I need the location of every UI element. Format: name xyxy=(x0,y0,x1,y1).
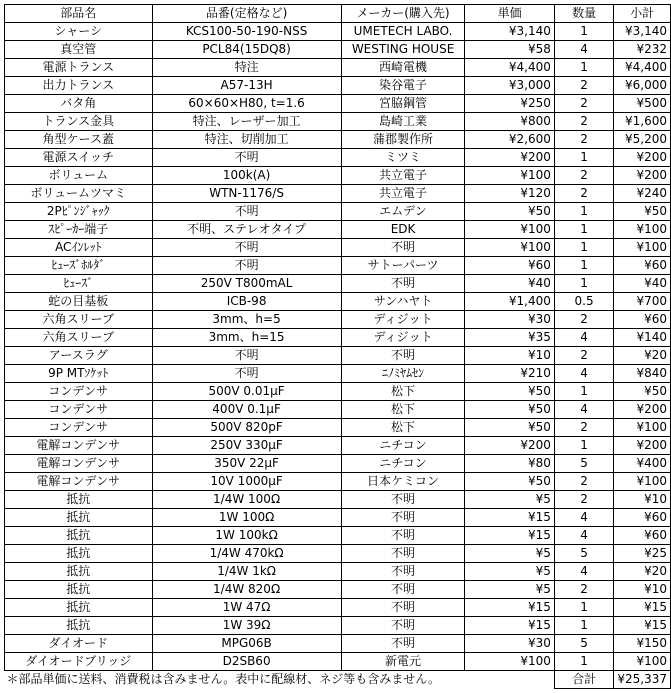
table-row xyxy=(5,77,671,95)
table-row xyxy=(5,329,671,347)
cell-maker: 不明 xyxy=(341,239,465,257)
cell-maker: 不明 xyxy=(341,527,465,545)
cell-subtotal: ¥840 xyxy=(614,365,671,383)
cell-maker: ディジット xyxy=(341,311,465,329)
cell-part-name: 抵抗 xyxy=(5,617,153,635)
cell-part-name: 六角スリーブ xyxy=(5,311,153,329)
cell-part-number: 250V 330μF xyxy=(152,437,341,455)
cell-part-name: 抵抗 xyxy=(5,563,153,581)
cell-subtotal: ¥60 xyxy=(614,509,671,527)
total-value: ¥25,337 xyxy=(614,671,671,689)
cell-part-number: KCS100-50-190-NSS xyxy=(152,23,341,41)
table-row xyxy=(5,239,671,257)
cell-part-number: 3mm、h=15 xyxy=(152,329,341,347)
total-label: 合計 xyxy=(554,671,613,689)
table-row xyxy=(5,185,671,203)
table-row xyxy=(5,401,671,419)
cell-part-name: コンデンサ xyxy=(5,383,153,401)
cell-unit-price: ¥100 xyxy=(465,167,554,185)
footnote: ＊部品単価に送料、消費税は含みません。表中に配線材、ネジ等も含みません。 xyxy=(6,672,440,687)
cell-quantity: 1 xyxy=(554,257,613,275)
cell-maker: 松下 xyxy=(341,419,465,437)
cell-maker: サトーパーツ xyxy=(341,257,465,275)
table-row xyxy=(5,455,671,473)
cell-quantity: 0.5 xyxy=(554,293,613,311)
cell-part-name: 電解コンデンサ xyxy=(5,437,153,455)
cell-maker: 不明 xyxy=(341,491,465,509)
cell-unit-price: ¥58 xyxy=(465,41,554,59)
cell-subtotal: ¥140 xyxy=(614,329,671,347)
table-row xyxy=(5,509,671,527)
cell-part-number: 不明 xyxy=(152,149,341,167)
cell-part-number: ICB-98 xyxy=(152,293,341,311)
cell-unit-price: ¥15 xyxy=(465,599,554,617)
cell-part-name: ﾋｭｰｽﾞﾎﾙﾀﾞ xyxy=(5,257,153,275)
cell-part-number: 1W 100Ω xyxy=(152,509,341,527)
cell-unit-price: ¥30 xyxy=(465,635,554,653)
cell-subtotal: ¥20 xyxy=(614,563,671,581)
cell-part-name: 2Pﾋﾟﾝｼﾞｬｯｸ xyxy=(5,203,153,221)
cell-part-name: シャーシ xyxy=(5,23,153,41)
cell-subtotal: ¥60 xyxy=(614,527,671,545)
cell-maker: 不明 xyxy=(341,617,465,635)
cell-quantity: 2 xyxy=(554,491,613,509)
cell-part-name: 電源トランス xyxy=(5,59,153,77)
cell-quantity: 1 xyxy=(554,203,613,221)
cell-unit-price: ¥50 xyxy=(465,401,554,419)
cell-subtotal: ¥100 xyxy=(614,239,671,257)
cell-part-number: 不明 xyxy=(152,203,341,221)
cell-quantity: 4 xyxy=(554,563,613,581)
cell-maker: WESTING HOUSE xyxy=(341,41,465,59)
cell-quantity: 1 xyxy=(554,59,613,77)
cell-unit-price: ¥50 xyxy=(465,419,554,437)
cell-unit-price: ¥35 xyxy=(465,329,554,347)
table-row xyxy=(5,167,671,185)
header-unit-price: 単価 xyxy=(465,5,554,23)
cell-quantity: 1 xyxy=(554,275,613,293)
cell-part-number: 不明 xyxy=(152,347,341,365)
cell-quantity: 2 xyxy=(554,581,613,599)
cell-part-name: 抵抗 xyxy=(5,491,153,509)
cell-maker: エムデン xyxy=(341,203,465,221)
cell-part-number: 1W 39Ω xyxy=(152,617,341,635)
cell-unit-price: ¥80 xyxy=(465,455,554,473)
cell-maker: 共立電子 xyxy=(341,167,465,185)
cell-part-number: 1/4W 1kΩ xyxy=(152,563,341,581)
cell-part-name: 角型ケース蓋 xyxy=(5,131,153,149)
header-subtotal: 小計 xyxy=(614,5,671,23)
cell-subtotal: ¥100 xyxy=(614,419,671,437)
cell-subtotal: ¥10 xyxy=(614,491,671,509)
cell-unit-price: ¥100 xyxy=(465,653,554,671)
cell-maker: 西崎電機 xyxy=(341,59,465,77)
cell-subtotal: ¥700 xyxy=(614,293,671,311)
cell-quantity: 1 xyxy=(554,239,613,257)
cell-quantity: 2 xyxy=(554,347,613,365)
cell-quantity: 1 xyxy=(554,23,613,41)
cell-part-name: ダイオード xyxy=(5,635,153,653)
cell-part-name: 抵抗 xyxy=(5,509,153,527)
cell-maker: UMETECH LABO. xyxy=(341,23,465,41)
cell-maker: 不明 xyxy=(341,581,465,599)
cell-subtotal: ¥150 xyxy=(614,635,671,653)
cell-unit-price: ¥5 xyxy=(465,545,554,563)
cell-maker: サンハヤト xyxy=(341,293,465,311)
cell-maker: 不明 xyxy=(341,545,465,563)
cell-quantity: 2 xyxy=(554,473,613,491)
cell-part-name: 出力トランス xyxy=(5,77,153,95)
cell-part-number: 不明 xyxy=(152,365,341,383)
cell-maker: ニチコン xyxy=(341,437,465,455)
cell-quantity: 1 xyxy=(554,599,613,617)
cell-quantity: 1 xyxy=(554,221,613,239)
cell-part-name: ボリュームツマミ xyxy=(5,185,153,203)
cell-part-number: 500V 0.01μF xyxy=(152,383,341,401)
table-row xyxy=(5,545,671,563)
cell-part-number: 1W 47Ω xyxy=(152,599,341,617)
cell-subtotal: ¥4,400 xyxy=(614,59,671,77)
table-row xyxy=(5,95,671,113)
cell-part-number: 350V 22μF xyxy=(152,455,341,473)
cell-part-number: 400V 0.1μF xyxy=(152,401,341,419)
cell-part-name: 抵抗 xyxy=(5,581,153,599)
cell-part-number: 500V 820pF xyxy=(152,419,341,437)
cell-unit-price: ¥210 xyxy=(465,365,554,383)
cell-quantity: 4 xyxy=(554,401,613,419)
cell-maker: EDK xyxy=(341,221,465,239)
table-row xyxy=(5,257,671,275)
cell-unit-price: ¥5 xyxy=(465,563,554,581)
cell-part-name: 電解コンデンサ xyxy=(5,455,153,473)
cell-unit-price: ¥4,400 xyxy=(465,59,554,77)
cell-quantity: 2 xyxy=(554,113,613,131)
cell-part-name: コンデンサ xyxy=(5,419,153,437)
cell-maker: 不明 xyxy=(341,509,465,527)
cell-part-number: 不明、ステレオタイプ xyxy=(152,221,341,239)
cell-quantity: 4 xyxy=(554,509,613,527)
cell-subtotal: ¥232 xyxy=(614,41,671,59)
cell-part-name: バタ角 xyxy=(5,95,153,113)
cell-part-name: 抵抗 xyxy=(5,599,153,617)
cell-maker: 日本ケミコン xyxy=(341,473,465,491)
cell-subtotal: ¥40 xyxy=(614,275,671,293)
cell-unit-price: ¥120 xyxy=(465,185,554,203)
cell-quantity: 4 xyxy=(554,41,613,59)
table-row xyxy=(5,203,671,221)
cell-unit-price: ¥200 xyxy=(465,149,554,167)
cell-part-number: MPG06B xyxy=(152,635,341,653)
cell-subtotal: ¥200 xyxy=(614,167,671,185)
cell-maker: 不明 xyxy=(341,563,465,581)
cell-part-number: 不明 xyxy=(152,239,341,257)
cell-quantity: 4 xyxy=(554,365,613,383)
table-row xyxy=(5,653,671,671)
table-row xyxy=(5,473,671,491)
cell-subtotal: ¥10 xyxy=(614,581,671,599)
table-row xyxy=(5,365,671,383)
cell-quantity: 2 xyxy=(554,185,613,203)
table-row xyxy=(5,491,671,509)
cell-part-number: 特注 xyxy=(152,59,341,77)
cell-quantity: 2 xyxy=(554,95,613,113)
cell-part-name: 六角スリーブ xyxy=(5,329,153,347)
cell-part-number: 特注、切削加工 xyxy=(152,131,341,149)
cell-quantity: 4 xyxy=(554,329,613,347)
cell-quantity: 1 xyxy=(554,653,613,671)
cell-unit-price: ¥100 xyxy=(465,239,554,257)
cell-subtotal: ¥15 xyxy=(614,617,671,635)
table-row xyxy=(5,581,671,599)
cell-subtotal: ¥5,200 xyxy=(614,131,671,149)
cell-part-name: 電解コンデンサ xyxy=(5,473,153,491)
cell-subtotal: ¥100 xyxy=(614,653,671,671)
table-row xyxy=(5,311,671,329)
cell-unit-price: ¥3,000 xyxy=(465,77,554,95)
header-row xyxy=(5,5,671,23)
footer-row xyxy=(5,671,671,689)
cell-part-number: PCL84(15DQ8) xyxy=(152,41,341,59)
header-part-number: 品番(定格など) xyxy=(152,5,341,23)
cell-maker: ﾆﾉﾐﾔﾑｾﾝ xyxy=(341,365,465,383)
cell-maker: ミツミ xyxy=(341,149,465,167)
cell-part-name: 抵抗 xyxy=(5,527,153,545)
cell-subtotal: ¥50 xyxy=(614,383,671,401)
cell-quantity: 5 xyxy=(554,635,613,653)
table-row xyxy=(5,437,671,455)
table-row xyxy=(5,347,671,365)
cell-part-number: 3mm、h=5 xyxy=(152,311,341,329)
cell-maker: 島崎工業 xyxy=(341,113,465,131)
table-row xyxy=(5,419,671,437)
cell-part-number: WTN-1176/S xyxy=(152,185,341,203)
cell-subtotal: ¥25 xyxy=(614,545,671,563)
cell-unit-price: ¥5 xyxy=(465,491,554,509)
table-row xyxy=(5,113,671,131)
cell-maker: 不明 xyxy=(341,347,465,365)
cell-part-name: 蛇の目基板 xyxy=(5,293,153,311)
table-row xyxy=(5,293,671,311)
cell-subtotal: ¥200 xyxy=(614,149,671,167)
cell-maker: 蒲郡製作所 xyxy=(341,131,465,149)
cell-part-name: アースラグ xyxy=(5,347,153,365)
cell-quantity: 2 xyxy=(554,131,613,149)
table-row xyxy=(5,635,671,653)
table-row xyxy=(5,617,671,635)
cell-part-name: コンデンサ xyxy=(5,401,153,419)
header-quantity: 数量 xyxy=(554,5,613,23)
cell-part-number: 250V T800mAL xyxy=(152,275,341,293)
cell-unit-price: ¥50 xyxy=(465,203,554,221)
cell-part-name: ACｲﾝﾚｯﾄ xyxy=(5,239,153,257)
table-row xyxy=(5,149,671,167)
header-part-name: 部品名 xyxy=(5,5,153,23)
cell-part-number: 不明 xyxy=(152,257,341,275)
cell-part-number: A57-13H xyxy=(152,77,341,95)
cell-unit-price: ¥2,600 xyxy=(465,131,554,149)
cell-subtotal: ¥200 xyxy=(614,437,671,455)
cell-unit-price: ¥10 xyxy=(465,347,554,365)
table-row xyxy=(5,59,671,77)
cell-maker: 新電元 xyxy=(341,653,465,671)
cell-subtotal: ¥60 xyxy=(614,257,671,275)
cell-subtotal: ¥60 xyxy=(614,311,671,329)
cell-subtotal: ¥50 xyxy=(614,203,671,221)
cell-unit-price: ¥50 xyxy=(465,473,554,491)
cell-part-number: 特注、レーザー加工 xyxy=(152,113,341,131)
cell-unit-price: ¥5 xyxy=(465,581,554,599)
cell-quantity: 2 xyxy=(554,311,613,329)
cell-part-name: 抵抗 xyxy=(5,545,153,563)
cell-subtotal: ¥3,140 xyxy=(614,23,671,41)
cell-part-number: D2SB60 xyxy=(152,653,341,671)
table-row xyxy=(5,275,671,293)
cell-part-name: 電源スイッチ xyxy=(5,149,153,167)
cell-maker: 松下 xyxy=(341,401,465,419)
cell-part-number: 1/4W 470kΩ xyxy=(152,545,341,563)
cell-quantity: 5 xyxy=(554,455,613,473)
cell-part-name: ﾋｭｰｽﾞ xyxy=(5,275,153,293)
cell-subtotal: ¥100 xyxy=(614,221,671,239)
cell-maker: ニチコン xyxy=(341,455,465,473)
table-row xyxy=(5,383,671,401)
cell-unit-price: ¥800 xyxy=(465,113,554,131)
cell-part-number: 10V 1000μF xyxy=(152,473,341,491)
cell-subtotal: ¥20 xyxy=(614,347,671,365)
cell-quantity: 2 xyxy=(554,77,613,95)
cell-unit-price: ¥50 xyxy=(465,383,554,401)
cell-part-number: 100k(A) xyxy=(152,167,341,185)
cell-unit-price: ¥60 xyxy=(465,257,554,275)
cell-quantity: 1 xyxy=(554,383,613,401)
cell-subtotal: ¥400 xyxy=(614,455,671,473)
header-maker: メーカー(購入先) xyxy=(341,5,465,23)
table-row xyxy=(5,41,671,59)
cell-subtotal: ¥6,000 xyxy=(614,77,671,95)
cell-part-number: 60×60×H80, t=1.6 xyxy=(152,95,341,113)
cell-unit-price: ¥40 xyxy=(465,275,554,293)
cell-unit-price: ¥1,400 xyxy=(465,293,554,311)
cell-quantity: 2 xyxy=(554,167,613,185)
cell-part-name: ダイオードブリッジ xyxy=(5,653,153,671)
cell-part-name: ｽﾋﾟｰｶｰ端子 xyxy=(5,221,153,239)
cell-maker: 共立電子 xyxy=(341,185,465,203)
cell-maker: 不明 xyxy=(341,635,465,653)
table-row xyxy=(5,131,671,149)
cell-subtotal: ¥240 xyxy=(614,185,671,203)
cell-part-number: 1W 100kΩ xyxy=(152,527,341,545)
cell-maker: 不明 xyxy=(341,275,465,293)
cell-unit-price: ¥15 xyxy=(465,509,554,527)
cell-maker: ディジット xyxy=(341,329,465,347)
cell-unit-price: ¥100 xyxy=(465,221,554,239)
cell-subtotal: ¥15 xyxy=(614,599,671,617)
cell-part-name: 真空管 xyxy=(5,41,153,59)
table-row xyxy=(5,563,671,581)
cell-unit-price: ¥30 xyxy=(465,311,554,329)
cell-unit-price: ¥200 xyxy=(465,437,554,455)
cell-part-name: ボリューム xyxy=(5,167,153,185)
cell-quantity: 1 xyxy=(554,437,613,455)
cell-part-name: トランス金具 xyxy=(5,113,153,131)
cell-maker: 宮脇鋼管 xyxy=(341,95,465,113)
cell-quantity: 4 xyxy=(554,527,613,545)
cell-quantity: 2 xyxy=(554,419,613,437)
cell-subtotal: ¥1,600 xyxy=(614,113,671,131)
cell-unit-price: ¥3,140 xyxy=(465,23,554,41)
cell-quantity: 1 xyxy=(554,617,613,635)
cell-quantity: 1 xyxy=(554,149,613,167)
table-row xyxy=(5,527,671,545)
cell-quantity: 5 xyxy=(554,545,613,563)
cell-maker: 染谷電子 xyxy=(341,77,465,95)
cell-part-name: 9P MTｿｹｯﾄ xyxy=(5,365,153,383)
cell-subtotal: ¥100 xyxy=(614,473,671,491)
cell-maker: 松下 xyxy=(341,383,465,401)
cell-unit-price: ¥250 xyxy=(465,95,554,113)
cell-unit-price: ¥15 xyxy=(465,527,554,545)
cell-unit-price: ¥15 xyxy=(465,617,554,635)
cell-part-number: 1/4W 100Ω xyxy=(152,491,341,509)
cell-part-number: 1/4W 820Ω xyxy=(152,581,341,599)
cell-subtotal: ¥500 xyxy=(614,95,671,113)
cell-subtotal: ¥200 xyxy=(614,401,671,419)
table-row xyxy=(5,221,671,239)
cell-maker: 不明 xyxy=(341,599,465,617)
table-row xyxy=(5,23,671,41)
parts-list-table xyxy=(4,4,671,689)
table-row xyxy=(5,599,671,617)
